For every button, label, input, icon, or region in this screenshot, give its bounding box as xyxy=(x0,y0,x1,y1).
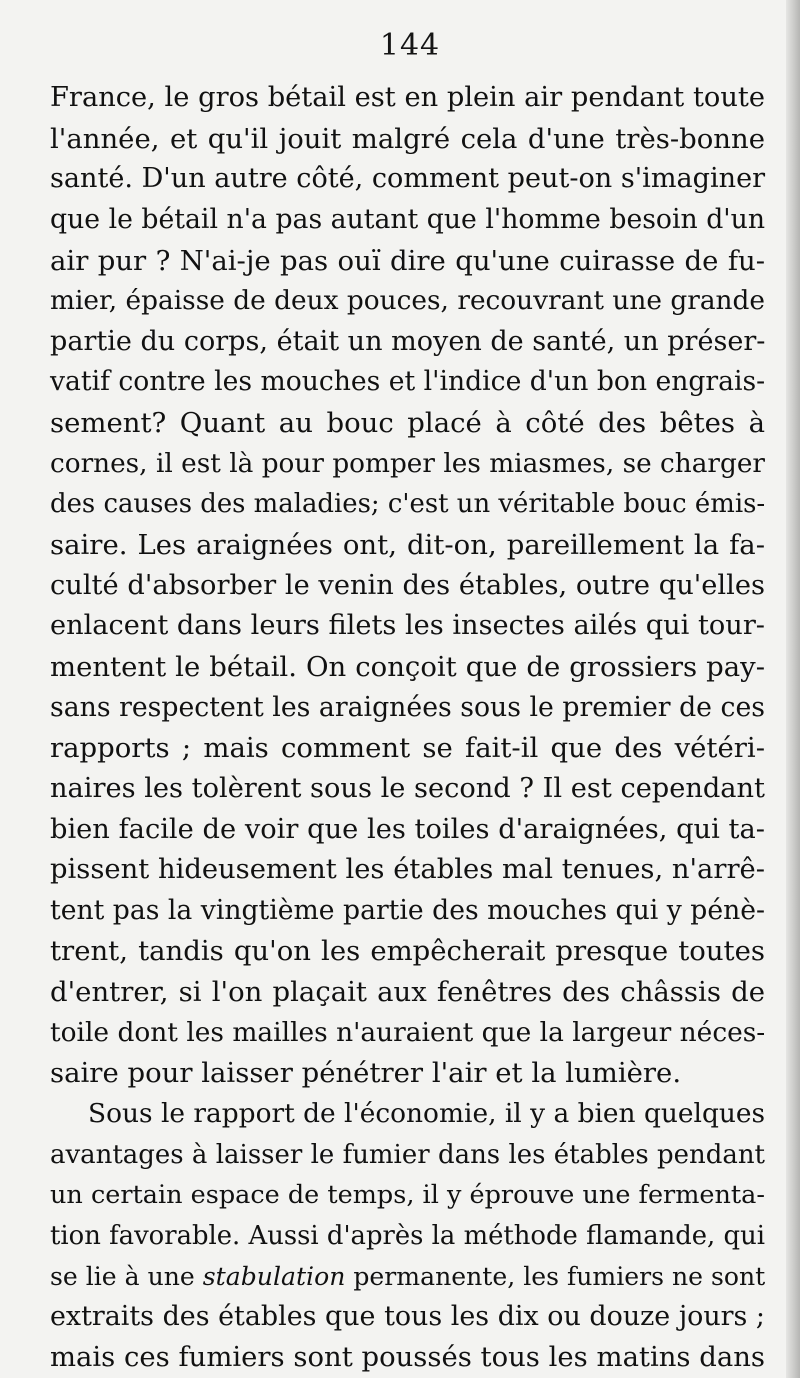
text-line: sement? Quant au bouc placé à côté des bêtes à xyxy=(50,407,765,440)
text-line: un certain espace de temps, il y éprouve une fermenta- xyxy=(50,1180,765,1211)
text-line: l'année, et qu'il jouit malgré cela d'une très-bonne xyxy=(50,122,765,155)
text-line: rapports ; mais comment se fait-il que des vétéri- xyxy=(50,732,765,765)
text-line: avantages à laisser le fumier dans les étables pendant xyxy=(50,1139,765,1170)
italic-term: stabulation xyxy=(202,1261,346,1291)
text-line: pissent hideusement les étables mal tenues, n'arrê- xyxy=(50,854,765,886)
text-line: mentent le bétail. On conçoit que de grossiers pay- xyxy=(50,650,765,683)
text-line: tent pas la vingtième partie des mouches qui y pénè- xyxy=(50,894,765,926)
paragraph-start-line: Sous le rapport de l'économie, il y a bien quelques xyxy=(88,1098,766,1130)
text-line: partie du corps, était un moyen de santé, un préser- xyxy=(50,325,766,357)
text-line: des causes des maladies; c'est un véritable bouc émis- xyxy=(50,489,766,520)
text-line: mais ces fumiers sont poussés tous les matins dans xyxy=(50,1341,765,1373)
text-line: enlacent dans leurs filets les insectes ailés qui tour- xyxy=(50,610,765,642)
paragraph-end-line: saire pour laisser pénétrer l'air et la lumière. xyxy=(50,1057,682,1090)
text-line: extraits des étables que tous les dix ou douze jours ; xyxy=(50,1301,765,1333)
text-line: toile dont les mailles n'auraient que la largeur néces- xyxy=(50,1016,766,1048)
text-line: que le bétail n'a pas autant que l'homme besoin d'un xyxy=(50,203,765,235)
text-line: d'entrer, si l'on plaçait aux fenêtres des châssis de xyxy=(50,976,765,1009)
text-line: santé. D'un autre côté, comment peut-on s'imaginer xyxy=(50,163,766,195)
text-line: air pur ? N'ai-je pas ouï dire qu'une cuirasse de fu- xyxy=(50,244,765,277)
text-line: tion favorable. Aussi d'après la méthode flamande, qui xyxy=(50,1220,765,1251)
text-line-with-italic xyxy=(50,1257,765,1298)
page-edge-shadow xyxy=(786,0,800,1378)
text-line: vatif contre les mouches et l'indice d'un bon engrais- xyxy=(50,366,766,398)
body-text xyxy=(50,78,765,1378)
text-segment: se lie à une xyxy=(50,1261,203,1291)
text-line: trent, tandis qu'on les empêcherait presque toutes xyxy=(50,935,765,968)
text-line: bien facile de voir que les toiles d'araignées, qui ta- xyxy=(50,813,765,845)
text-line: culté d'absorber le venin des étables, outre qu'elles xyxy=(50,569,765,601)
text-segment: permanente, les fumiers ne sont xyxy=(345,1261,766,1291)
text-line: naires les tolèrent sous le second ? Il est cependant xyxy=(50,772,765,804)
text-line: cornes, il est là pour pomper les miasmes, se charger xyxy=(50,448,765,479)
page-number: 144 xyxy=(379,28,441,63)
text-line: sans respectent les araignées sous le premier de ces xyxy=(50,691,765,723)
text-line: France, le gros bétail est en plein air pendant toute xyxy=(50,82,765,113)
text-line: mier, épaisse de deux pouces, recouvrant une grande xyxy=(50,286,765,317)
text-line: saire. Les araignées ont, dit-on, pareillement la fa- xyxy=(50,529,765,562)
